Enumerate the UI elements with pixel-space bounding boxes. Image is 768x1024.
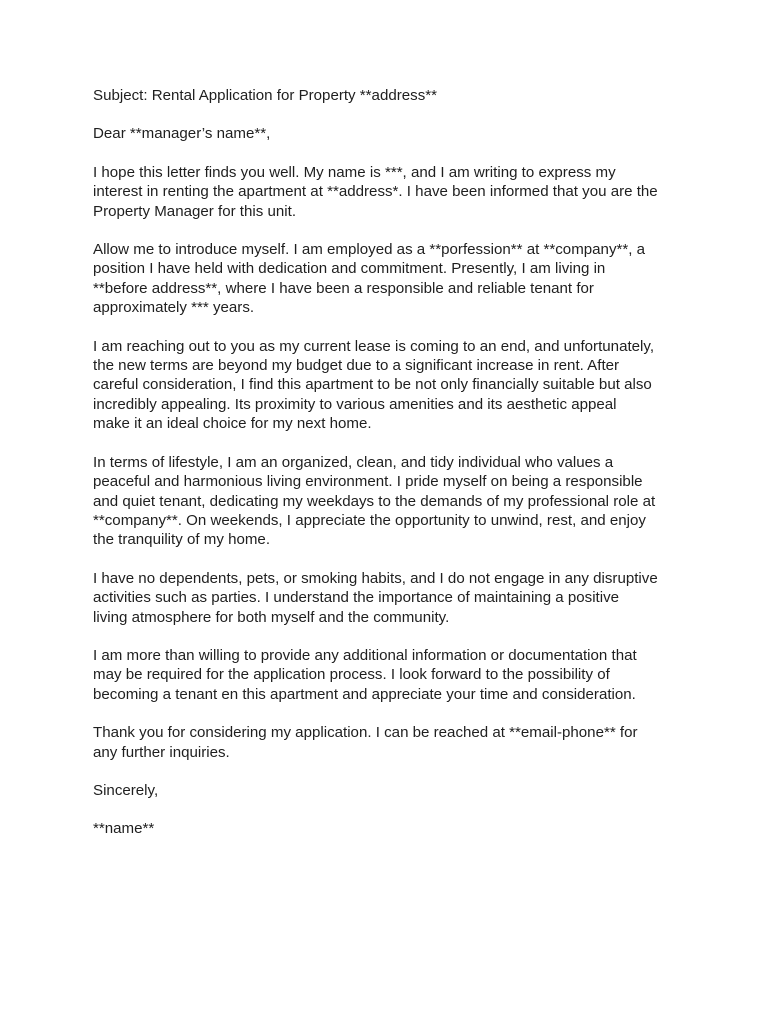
paragraph-line: activities such as parties. I understand the importance of maintaining a positive [93,589,620,607]
paragraph-lifestyle [93,453,683,550]
paragraph-line: I am more than willing to provide any additional information or documentation that [93,646,637,664]
paragraph-contact [93,723,683,762]
paragraph-line: Property Manager for this unit. [93,202,297,220]
signature-name: **name** [93,820,155,838]
paragraph-line: Allow me to introduce myself. I am employed as a **porfession** at **company**, a [93,241,646,259]
subject-text: Subject: Rental Application for Property **address** [93,87,437,104]
paragraph-introduction [93,163,683,221]
paragraph-line: the new terms are beyond my budget due to a significant increase in rent. After [93,357,620,375]
paragraph-line: In terms of lifestyle, I am an organized, clean, and tidy individual who values a [93,453,614,471]
subject-line [93,86,683,105]
paragraph-line: careful consideration, I find this apartment to be not only financially suitable but also [93,376,652,394]
paragraph-line: I am reaching out to you as my current lease is coming to an end, and unfortunately, [93,337,655,355]
paragraph-line: make it an ideal choice for my next home. [93,415,372,433]
paragraph-line: may be required for the application process. I look forward to the possibility of [93,666,610,684]
paragraph-line: interest in renting the apartment at **address*. I have been informed that you are the [93,183,658,201]
paragraph-line: I have no dependents, pets, or smoking habits, and I do not engage in any disruptive [93,569,658,587]
paragraph-line: **before address**, where I have been a responsible and reliable tenant for [93,279,594,297]
salutation [93,124,683,143]
paragraph-line: **company**. On weekends, I appreciate the opportunity to unwind, rest, and enjoy [93,511,646,529]
paragraph-documentation [93,646,683,704]
paragraph-line: incredibly appealing. Its proximity to various amenities and its aesthetic appeal [93,395,617,413]
paragraph-line: Thank you for considering my application. I can be reached at **email-phone** for [93,724,638,742]
paragraph-line: the tranquility of my home. [93,531,271,549]
closing [93,781,683,800]
paragraph-habits [93,569,683,627]
paragraph-reason [93,337,683,434]
closing-text: Sincerely, [93,781,159,799]
paragraph-line: and quiet tenant, dedicating my weekdays to the demands of my professional role at [93,492,656,510]
paragraph-line: any further inquiries. [93,743,230,761]
salutation-text: Dear **manager’s name**, [93,125,271,143]
paragraph-line: living atmosphere for both myself and the community. [93,608,450,626]
paragraph-line: position I have held with dedication and commitment. Presently, I am living in [93,260,606,278]
signature [93,819,683,838]
paragraph-line: becoming a tenant en this apartment and appreciate your time and consideration. [93,685,636,703]
letter-body [93,86,683,858]
paragraph-line: peaceful and harmonious living environment. I pride myself on being a responsible [93,473,643,491]
paragraph-employment [93,240,683,318]
paragraph-line: I hope this letter finds you well. My name is ***, and I am writing to express my [93,163,616,181]
paragraph-line: approximately *** years. [93,299,255,317]
